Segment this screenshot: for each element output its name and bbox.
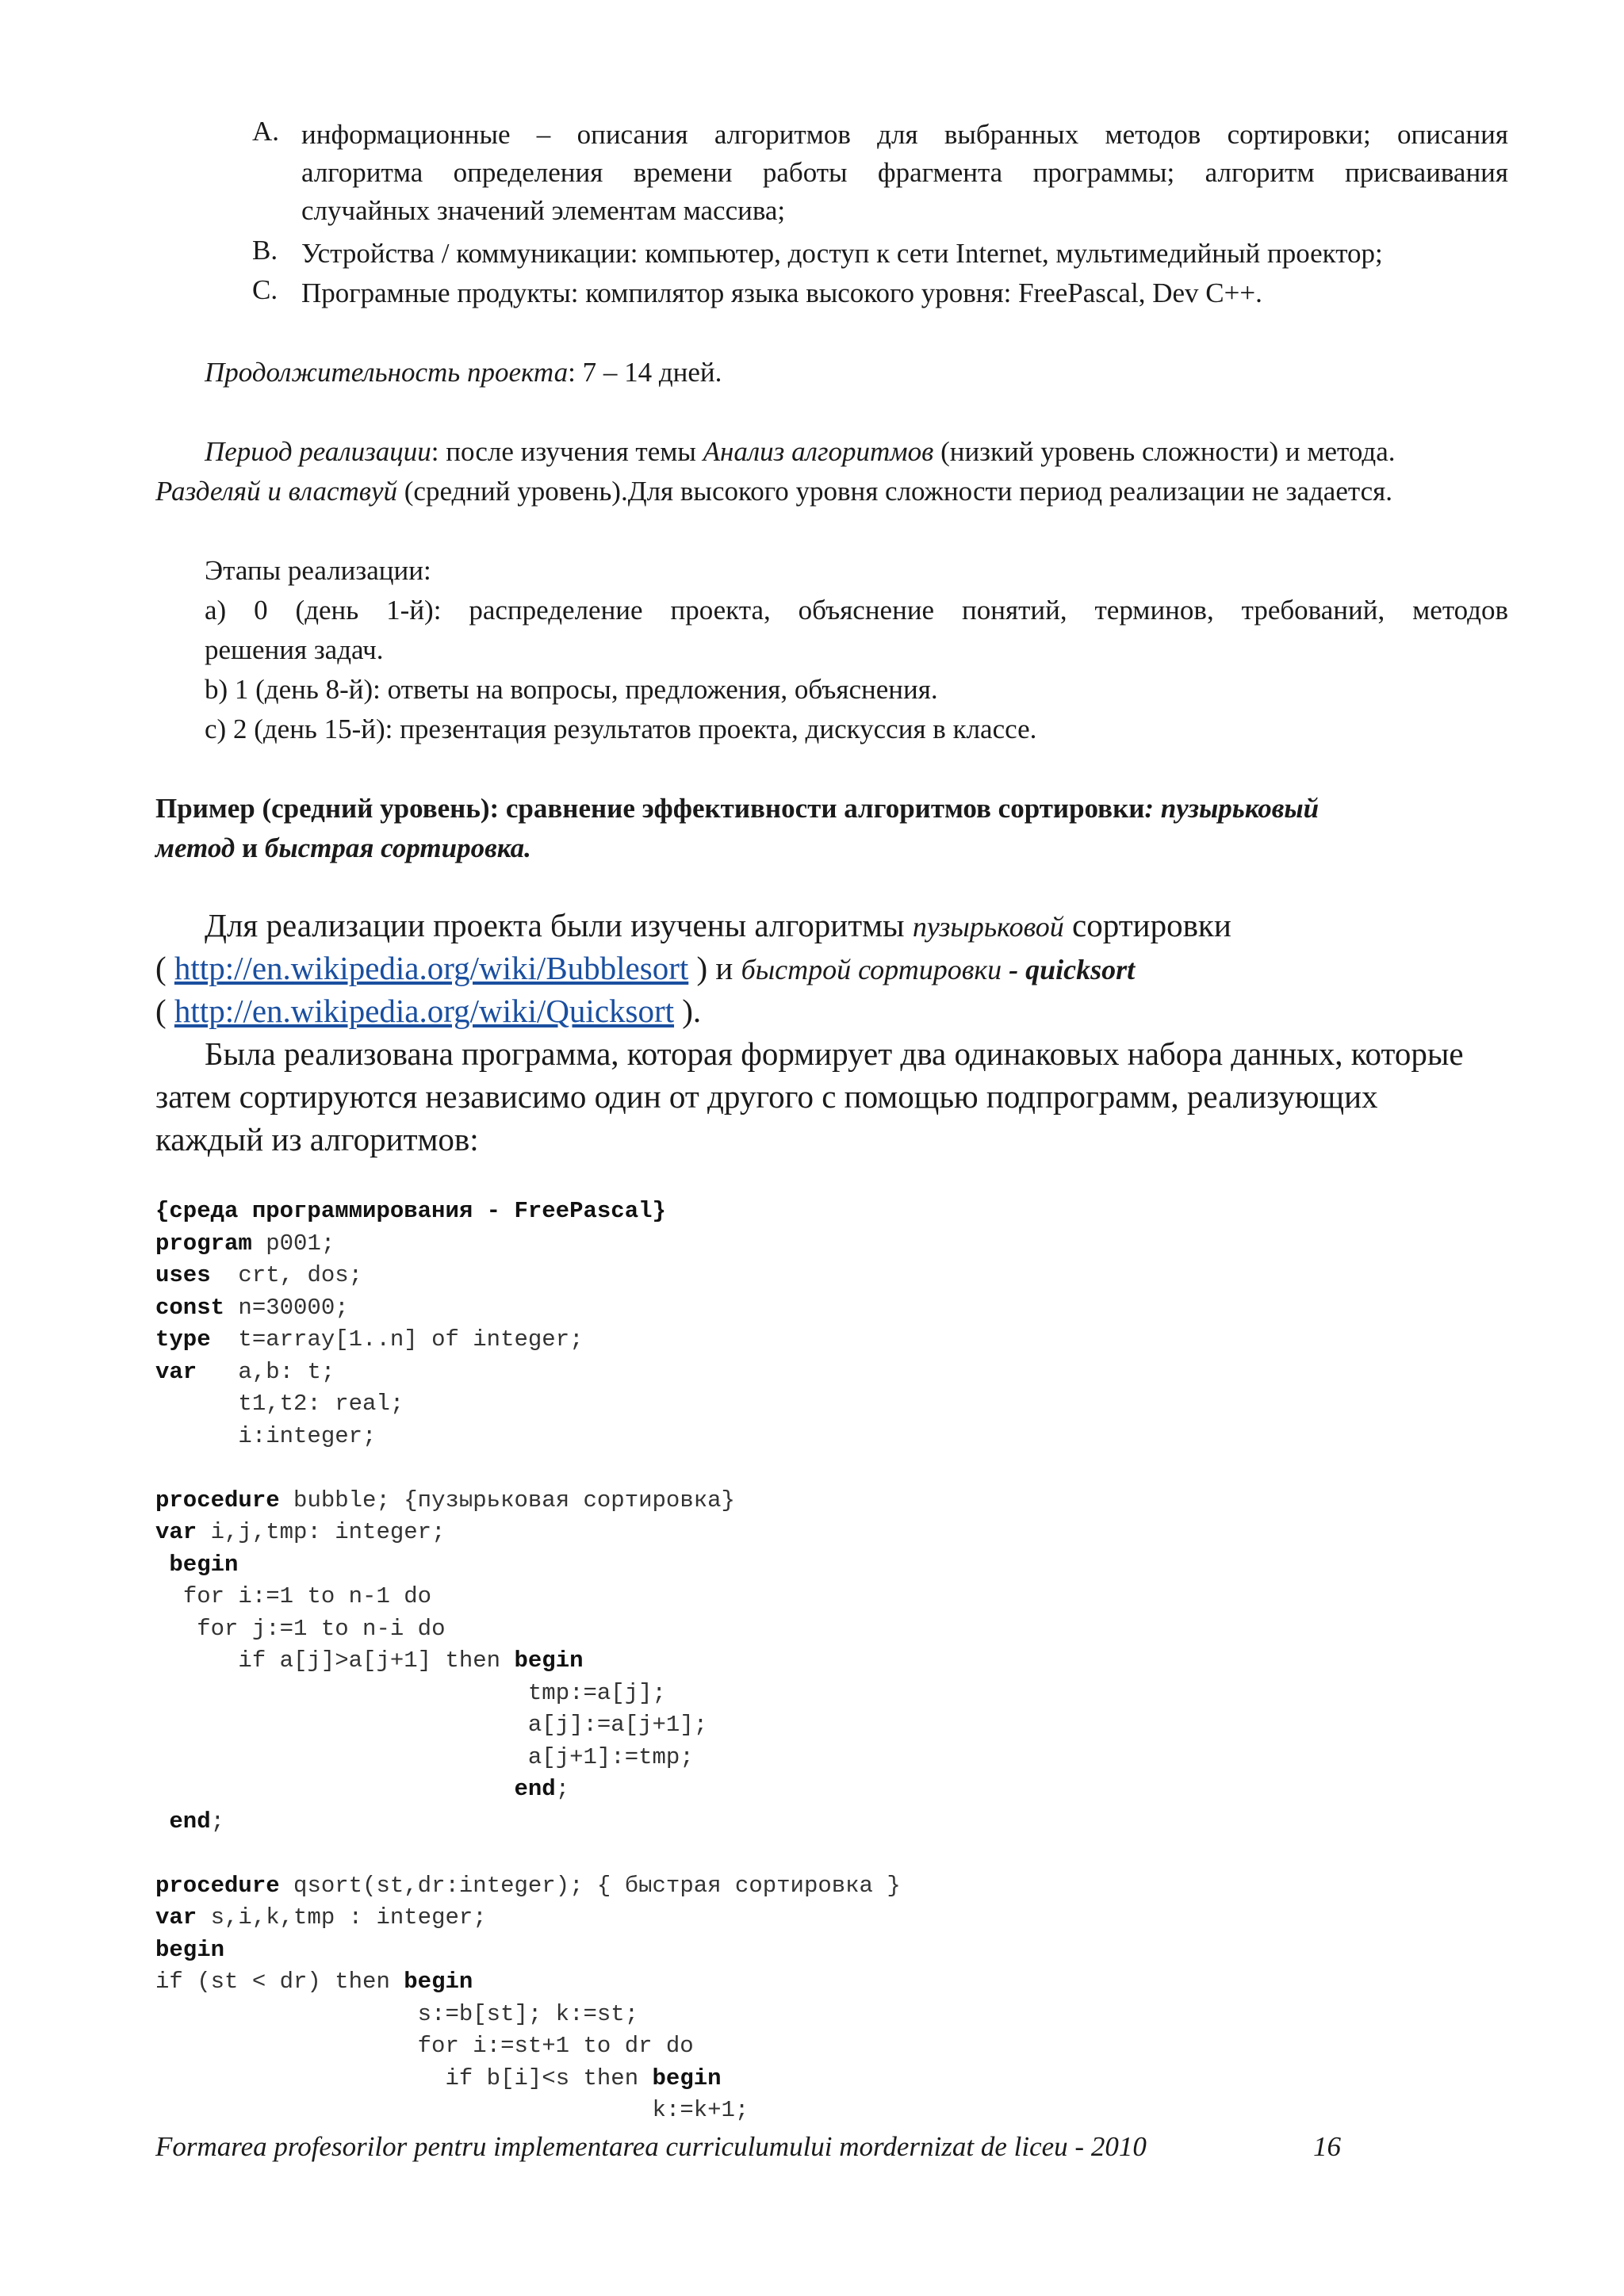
intro-p2-line1: Была реализована программа, которая формирует два одинаковых набора данных, которые — [205, 1035, 1464, 1072]
list-item-a-line1: информационные – описания алгоритмов для выбранных методов сортировки; описания — [301, 119, 1508, 150]
code-text: ; — [210, 1808, 225, 1835]
example-heading-italic3: быстрая сортировка. — [264, 832, 531, 863]
code-keyword: begin — [404, 1969, 473, 1995]
code-line — [155, 1999, 901, 2031]
code-line — [155, 1485, 901, 1517]
example-heading-line1 — [155, 790, 1319, 828]
code-line — [155, 1517, 901, 1549]
period-method: Разделяй и властвуй — [155, 476, 397, 507]
code-indent — [155, 1647, 238, 1674]
period-label: Период реализации — [205, 436, 431, 467]
code-text: k:=k+1; — [652, 2097, 749, 2123]
code-text: a[j+1]:=tmp; — [527, 1743, 694, 1770]
code-keyword: var — [155, 1358, 197, 1385]
code-line — [155, 1228, 901, 1261]
code-keyword: type — [155, 1326, 211, 1353]
code-line — [155, 1357, 901, 1389]
period-text1: : после изучения темы — [431, 436, 703, 467]
code-line — [155, 2095, 901, 2127]
quicksort-link[interactable]: http://en.wikipedia.org/wiki/Quicksort — [174, 993, 675, 1029]
code-text: ; — [555, 1776, 570, 1802]
code-text: bubble; {пузырьковая сортировка} — [279, 1487, 735, 1513]
list-item-a-line3: случайных значений элементам массива; — [301, 195, 786, 226]
code-keyword: procedure — [155, 1872, 280, 1899]
code-line — [155, 2063, 901, 2095]
intro-quicksort: - quicksort — [1002, 954, 1136, 985]
list-item-a-line2: алгоритма определения времени работы фрагмента программы; алгоритм присваивания — [301, 157, 1508, 188]
code-text: if b[i]<s then — [445, 2064, 653, 2091]
code-keyword: end — [514, 1776, 556, 1802]
list-item-b — [301, 235, 1508, 273]
code-text: for i:=1 to n-1 do — [182, 1583, 432, 1609]
code-keyword: begin — [514, 1647, 584, 1674]
code-line — [155, 1645, 901, 1678]
duration-line — [205, 354, 722, 392]
code-keyword: {среда программирования - FreePascal} — [155, 1198, 666, 1224]
example-heading-italic2: метод — [155, 832, 236, 863]
stage-a-line2: решения задач. — [205, 634, 384, 665]
code-text: crt, dos; — [210, 1262, 363, 1288]
code-text: for j:=1 to n-i do — [197, 1615, 446, 1642]
intro-line2 — [155, 947, 1135, 991]
list-item-c — [301, 274, 1508, 312]
period-text2: (низкий уровень сложности) и метода. — [933, 436, 1396, 467]
code-indent — [155, 1391, 238, 1417]
code-text: s,i,k,tmp : integer; — [197, 1904, 487, 1931]
code-line — [155, 1806, 901, 1839]
code-line — [155, 1902, 901, 1934]
example-heading-and: и — [235, 832, 265, 863]
code-line — [155, 1774, 901, 1806]
duration-label: Продолжительность проекта — [205, 357, 569, 388]
code-block — [155, 1196, 901, 2127]
code-text: n=30000; — [224, 1294, 349, 1321]
code-line — [155, 1581, 901, 1613]
code-text: s:=b[st]; k:=st; — [417, 2000, 639, 2027]
code-line — [155, 1324, 901, 1357]
intro-italic-bubble: пузырьковой — [912, 911, 1064, 943]
code-line — [155, 1870, 901, 1903]
code-text: tmp:=a[j]; — [527, 1679, 666, 1706]
code-indent — [155, 1423, 238, 1449]
code-keyword: end — [169, 1808, 211, 1835]
intro-line3 — [155, 989, 701, 1032]
code-text: a,b: t; — [197, 1358, 335, 1385]
code-indent — [155, 2097, 653, 2123]
page-number: 16 — [1313, 2131, 1341, 2162]
code-indent — [155, 1616, 197, 1642]
example-heading-line2 — [155, 829, 531, 867]
code-indent — [155, 1808, 169, 1835]
code-keyword: program — [155, 1230, 252, 1257]
stage-b: b) 1 (день 8-й): ответы на вопросы, предложения, объяснения. — [205, 674, 938, 705]
code-keyword: begin — [652, 2064, 722, 2091]
code-line — [155, 1292, 901, 1325]
code-line — [155, 1678, 901, 1710]
period-topic: Анализ алгоритмов — [703, 436, 934, 467]
code-line — [155, 1838, 901, 1870]
code-indent — [155, 1583, 183, 1609]
list-letter-a: A. — [252, 116, 280, 147]
code-keyword: var — [155, 1519, 197, 1545]
period-line1 — [205, 433, 1395, 471]
code-line — [155, 1966, 901, 1999]
list-letter-c: C. — [252, 274, 278, 305]
code-indent — [155, 2033, 418, 2059]
open-paren-1: ( — [155, 950, 174, 986]
code-line — [155, 1613, 901, 1646]
code-keyword: const — [155, 1294, 225, 1321]
code-text: p001; — [251, 1230, 335, 1257]
code-line — [155, 1709, 901, 1742]
code-text: t=array[1..n] of integer; — [210, 1326, 584, 1353]
code-text: for i:=st+1 to dr do — [417, 2033, 694, 2059]
code-line — [155, 1742, 901, 1774]
list-item-a — [301, 116, 1508, 230]
code-text: if a[j]>a[j+1] then — [238, 1647, 515, 1674]
code-line — [155, 1452, 901, 1485]
list-letter-b: B. — [252, 235, 278, 266]
code-indent — [155, 1744, 528, 1770]
stages-title: Этапы реализации: — [205, 555, 431, 586]
code-line — [155, 1421, 901, 1453]
code-text: qsort(st,dr:integer); { быстрая сортировка } — [279, 1872, 901, 1899]
intro-p2-line3: каждый из алгоритмов: — [155, 1121, 479, 1158]
example-heading-italic1: : пузырьковый — [1144, 793, 1320, 824]
bubblesort-link[interactable]: http://en.wikipedia.org/wiki/Bubblesort — [174, 950, 689, 986]
code-keyword: procedure — [155, 1487, 280, 1513]
duration-value: : 7 – 14 дней. — [568, 357, 722, 388]
close-paren: ). — [674, 993, 702, 1029]
stage-c: c) 2 (день 15-й): презентация результатов проекта, дискуссия в классе. — [205, 714, 1037, 744]
code-indent — [155, 1552, 169, 1578]
list-item-c-line1: Програмные продукты: компилятор языка высокого уровня: FreePascal, Dev C++. — [301, 277, 1262, 308]
example-heading-bold: Пример (средний уровень): сравнение эффективности алгоритмов сортировки — [155, 793, 1145, 824]
list-item-b-line1: Устройства / коммуникации: компьютер, доступ к сети Internet, мультимедийный проектор; — [301, 238, 1383, 269]
period-text3: (средний уровень).Для высокого уровня сложности период реализации не задается. — [397, 476, 1392, 507]
code-indent — [155, 2001, 418, 2027]
open-paren-2: ( — [155, 993, 174, 1029]
intro-and: ) и — [688, 950, 741, 986]
code-line — [155, 1260, 901, 1292]
footer-text: Formarea profesorilor pentru implementarea curriculumului mordernizat de liceu - 2010 — [155, 2131, 1147, 2162]
code-indent — [155, 1680, 528, 1706]
code-text: if (st < dr) then — [155, 1969, 404, 1995]
intro-line1 — [205, 904, 1231, 948]
code-text: i:integer; — [238, 1422, 377, 1449]
intro-p2-line2: затем сортируются независимо один от другого с помощью подпрограмм, реализующих — [155, 1078, 1378, 1115]
code-line — [155, 1549, 901, 1582]
code-indent — [155, 2065, 445, 2091]
code-text: a[j]:=a[j+1]; — [527, 1712, 708, 1738]
code-keyword: var — [155, 1904, 197, 1931]
period-line2 — [155, 473, 1392, 511]
intro-text: Для реализации проекта были изучены алгоритмы — [205, 907, 913, 943]
intro-text-end: сортировки — [1063, 907, 1231, 943]
code-keyword: begin — [155, 1936, 225, 1963]
code-keyword: begin — [169, 1551, 239, 1578]
code-text: t1,t2: real; — [238, 1391, 404, 1417]
code-indent — [155, 1776, 514, 1802]
code-indent — [155, 1712, 528, 1738]
code-line — [155, 1934, 901, 1967]
code-line — [155, 1196, 901, 1228]
code-line — [155, 1388, 901, 1421]
code-text: i,j,tmp: integer; — [197, 1519, 446, 1545]
code-line — [155, 2030, 901, 2063]
stage-a-line1: a) 0 (день 1-й): распределение проекта, объяснение понятий, терминов, требований, методов — [205, 595, 1508, 626]
intro-italic-quick: быстрой сортировки — [741, 954, 1002, 985]
code-keyword: uses — [155, 1262, 211, 1288]
